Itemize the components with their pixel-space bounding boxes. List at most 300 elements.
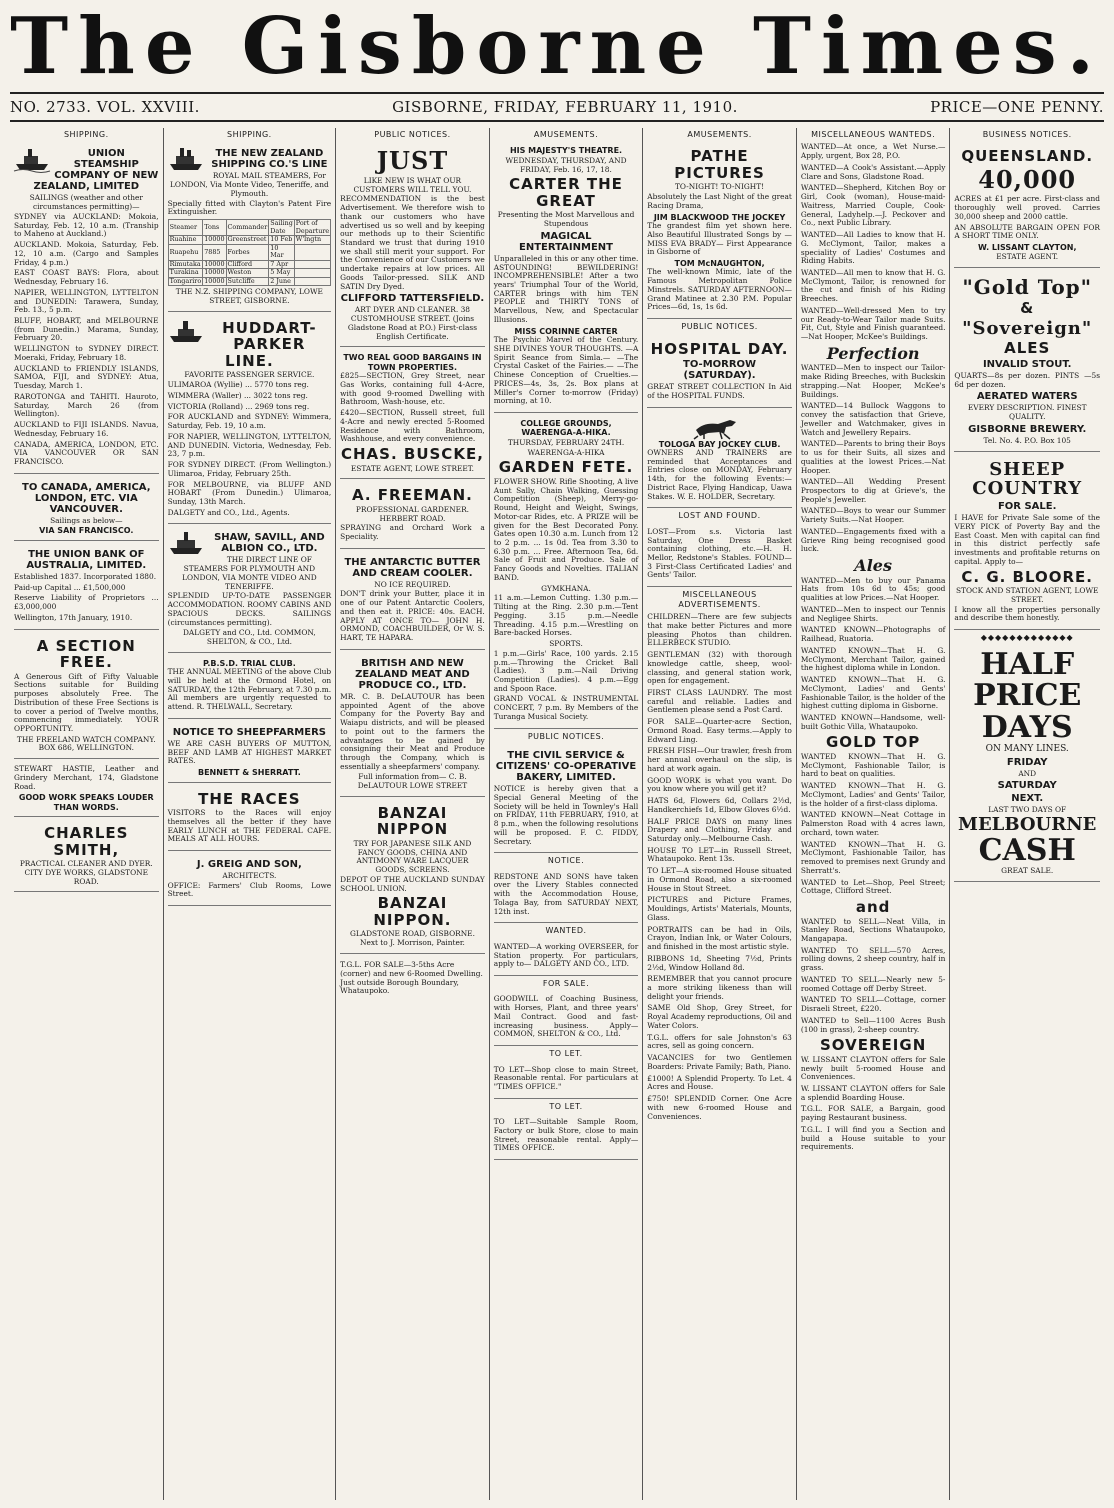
column-heading: AMUSEMENTS. [687, 130, 752, 139]
product-name: ALES [1004, 339, 1051, 358]
ad-body: OWNERS AND TRAINERS are reminded that Acceptances and Entries close on MONDAY, February 14th, for the following Events:— District Race, Flying Handicap, Uawa Stakes. W. E. HOLDER, Secretary. [647, 447, 792, 501]
column-heading: SHIPPING. [63, 130, 109, 139]
list-item: WANTED—All men to know that H. G. McClymont, Tailor, is renowned for the cut and finish of his Riding Breeches. [800, 267, 946, 304]
ad-title: HIS MAJESTY'S THEATRE. [509, 146, 623, 156]
ad-subtitle: TRY FOR JAPANESE SILK AND FANCY GOODS, CHINA AND ANTIMONY WARE LACQUER GOODS, SCREENS. [353, 838, 472, 875]
ad-subtitle: SAILINGS (weather and other circumstances permitting)— [29, 193, 143, 212]
ad-footer: Full information from— C. B. DeLAUTOUR LOWE STREET [357, 772, 468, 791]
ad-footer: GLADSTONE ROAD, GISBORNE. Next to J. Morrison, Painter. [349, 929, 475, 948]
table-cell: 10000 [204, 276, 225, 285]
ad-body: The Psychic Marvel of the Century. SHE DIVINES YOUR THOUGHTS. —A Spirit Seance from Simla.— —The Crystal Casket of the Fairies.— —The Chinese Conception of Cruelties.— PRICES—4s, 3s, 2s. Box plans at Miller's Corner to-morrow (Friday) morning, at 10. [493, 335, 639, 406]
table-header: Tons [203, 220, 226, 236]
list-item: WANTED TO SELL—570 Acres, rolling downs, 2 sheep country, half in grass. [800, 945, 946, 973]
ad-footer: ESTATE AGENT. [996, 252, 1059, 262]
list-item: FRESH FISH—Our trawler, fresh from her annual overhaul on the slip, is hard at work again. [647, 746, 792, 773]
bank-line: Paid-up Capital ... £1,500,000 [14, 582, 126, 592]
display-word: AND [1018, 768, 1037, 778]
ad-subtitle: NO ICE REQUIRED. [374, 579, 451, 589]
queensland-ad [954, 143, 1100, 268]
list-item: WANTED KNOWN—Photographs of Railhead, Ruatoria. [800, 625, 946, 644]
ad-title: CHARLES SMITH, [44, 824, 129, 859]
ad-title: NOTICE TO SHEEPFARMERS [172, 726, 326, 738]
ad-subtitle: PROFESSIONAL GARDENER. HERBERT ROAD. [355, 504, 469, 523]
list-item: CHILDREN—There are few subjects that make better Pictures and more pleasing Photos than children. ELLERBECK STUDIO. [647, 612, 792, 648]
ad-title: CARTER THE GREAT [509, 175, 623, 210]
coaching-for-sale [494, 992, 639, 1046]
ad-footer-title: C. G. BLOORE. [961, 567, 1094, 586]
nz-shipping-ad [168, 143, 332, 312]
ad-body: I know all the properties personally and describe them honestly. [954, 604, 1100, 623]
table-cell [294, 260, 330, 269]
union-steamship-ad [14, 143, 159, 473]
list-item: WANTED KNOWN—That H. G. McClymont, Merchant Tailor, gained the highest diploma while in London. [800, 645, 946, 673]
sailing-line: CANADA, AMERICA, LONDON, ETC. VIA VANCOUVER OR SAN FRANCISCO. [14, 439, 159, 466]
display-word: Perfection [826, 343, 920, 363]
ad-footer: STOCK AND STATION AGENT, LOWE STREET. [955, 586, 1099, 604]
gisborne-brewery-ad [954, 271, 1100, 451]
table-header: Port of Departure [295, 219, 330, 235]
steamship-icon [168, 146, 204, 172]
ad-title: TOLOGA BAY JOCKEY CLUB. [658, 439, 781, 449]
sailing-line: AUCKLAND. Mokoia, Saturday, Feb. 12, 10 a.m. (Cargo and Samples Friday, 4 p.m.) [14, 240, 159, 267]
sailing-line: WELLINGTON to SYDNEY DIRECT. Moeraki, Friday, February 18. [14, 344, 159, 362]
ad-subtitle: ROYAL MAIL STEAMERS, For LONDON, Via Monte Video, Teneriffe, and Plymouth. [170, 171, 329, 198]
table-cell: Turakina [168, 269, 203, 278]
list-item: WANTED—14 Bullock Waggons to convey the satisfaction that Grieve, Jeweller and Watchmaker, gives in Watch and Jewellery Repairs. [800, 401, 946, 437]
product-name: INVALID STOUT. [982, 358, 1072, 370]
display-word: SOVEREIGN [820, 1036, 927, 1055]
display-word: MELBOURNE [958, 814, 1097, 836]
table-cell: Ruahine [168, 236, 203, 245]
ad-footer: OFFICE: Farmers' Club Rooms, Lowe Street. [167, 880, 332, 899]
columns [10, 128, 1104, 1500]
town-properties-ad [340, 350, 485, 479]
table-cell: 10000 [204, 259, 225, 268]
sailing-line: RAROTONGA and TAHITI. Hauroto, Saturday, March 26 (from Wellington). [14, 391, 159, 419]
list-item: £750! SPLENDID Corner. One Acre with new 6-roomed House and Conveniences. [647, 1094, 792, 1121]
ad-subtitle: ON MANY LINES. [985, 744, 1069, 755]
ad-title: GARDEN FETE. [498, 458, 634, 477]
list-item: PORTRAITS can be had in Oils, Crayon, Indian Ink, or Water Colours, and finished in the most artistic style. [647, 924, 792, 952]
table-header: Steamer [168, 220, 203, 236]
list-item: T.G.L. offers for sale Johnston's 63 acres, sell as going concern. [647, 1032, 792, 1051]
display-word: Ales [854, 556, 892, 576]
ad-body: QUARTS—8s per dozen. PINTS —5s 6d per dozen. [954, 370, 1100, 389]
ad-title: HOSPITAL DAY. [650, 339, 789, 358]
pbsd-trial-club-ad [168, 656, 332, 719]
ad-line: FOR NAPIER, WELLINGTON, LYTTELTON, AND DUNEDIN. Victoria, Wednesday, Feb. 23, 7 p.m. [167, 431, 332, 459]
ad-subtitle: LIKE NEW IS WHAT OUR CUSTOMERS WILL TELL YOU. [353, 175, 472, 194]
table-header: Commander [226, 220, 269, 236]
ad-title: BANZAI NIPPON [376, 803, 449, 839]
bank-line: Reserve Liability of Proprietors ... £3,000,000 [14, 593, 159, 612]
issue-number: NO. 2733. VOL. XXVIII. [10, 98, 200, 116]
ad-body: GRAND VOCAL & INSTRUMENTAL CONCERT, 7 p.m. By Members of the Turanga Musical Society. [493, 694, 639, 721]
ad-body: DON'T drink your Butter, place it in one of our Patent Antarctic Coolers, and then eat it. PRICE: 40s. EACH. APPLY AT ONCE TO— JOHN H. ORMOND, COACHBUILDER, Or W. S. HART, TE HAPARA. [340, 589, 485, 643]
sailing-line: NAPIER, WELLINGTON, LYTTELTON and DUNEDIN: Tarawera, Sunday, Feb. 13., 5 p.m. [14, 287, 159, 315]
ad-title: TWO REAL GOOD BARGAINS IN TOWN PROPERTIES. [343, 353, 482, 372]
ampersand: & [1020, 299, 1035, 318]
sheepfarmers-ad [168, 722, 332, 783]
ad-subheading: MISS CORINNE CARTER [514, 326, 618, 336]
display-word: GOLD TOP [826, 733, 921, 752]
table-cell: 7 Apr [269, 260, 295, 269]
list-item: WANTED to Sell—1100 Acres Bush (100 in grass), 2-sheep country. [800, 1015, 946, 1034]
sailing-line: AUCKLAND to FIJI ISLANDS. Navua, Wednesday, February 16. [14, 420, 159, 438]
ad-footer: GREAT SALE. [1001, 866, 1054, 876]
ad-footer-title: CHAS. BUSCKE, [341, 445, 484, 464]
ad-subtitle: WEDNESDAY, THURSDAY, AND FRIDAY, Feb. 16, 17, 18. [505, 155, 627, 174]
garden-fete-ad [494, 416, 639, 729]
stewart-hastie-ad [14, 762, 159, 817]
lost-found-ad [647, 525, 792, 587]
ad-subtitle: FOR SALE. [997, 501, 1057, 513]
ad-title: THE ANTARCTIC BUTTER AND CREAM COOLER. [344, 556, 481, 579]
table-header-row [168, 220, 331, 236]
display-word: NEXT. [1011, 793, 1044, 805]
banzai-nippon-ad [340, 800, 485, 954]
list-item: WANTED KNOWN—That H. G. McClymont, Fashionable Tailor, is hard to beat on qualities. [800, 751, 946, 779]
canada-ad [14, 477, 159, 541]
ad-subtitle: ARCHITECTS. [222, 871, 277, 880]
list-item: TO LET—A six-roomed House situated in Ormond Road, also a six-roomed House in Stout Street. [647, 866, 792, 893]
ad-subtitle: WAERENGA-A-HIKA [527, 447, 605, 457]
sailing-line: EAST COAST BAYS: Flora, about Wednesday, February 16. [14, 268, 159, 287]
ad-body: Unparalleled in this or any other time. ASTOUNDING! BEWILDERING! INCOMPREHENSIBLE! After a two years' Triumphal Tour of the World, CARTER brings with him TEN PEOPLE and THIRTY TONS of Marvellous, New, and Spectacular Illusions. [493, 253, 639, 324]
table-row [168, 277, 331, 286]
ad-title: A. FREEMAN. [352, 486, 473, 505]
sailing-line: BLUFF, HOBART, and MELBOURNE (from Dunedin.) Marama, Sunday, February 20. [14, 315, 159, 343]
list-item: WANTED—Parents to bring their Boys to us for their Suits, all sizes and qualities at the lowest Prices.—Nat Hooper. [800, 439, 946, 475]
issue-date: GISBORNE, FRIDAY, FEBRUARY 11, 1910. [392, 98, 738, 116]
list-item: WANTED to Let—Shop, Peel Street; Cottage, Clifford Street. [800, 877, 946, 896]
column-shipping-2 [164, 128, 337, 1500]
misc-ads-list [647, 613, 792, 1121]
table-row [168, 236, 331, 245]
list-item: WANTED—Well-dressed Men to try our Ready-to-Wear Tailor made Suits. Fit, Cut, Style and Finish guaranteed.—Nat Hooper, McKee's Buildings. [800, 305, 946, 342]
ad-body: GOODWILL of Coaching Business, with Horses, Plant, and three years' Mail Contract. Good and fast-increasing business. Apply— COMMON, SHELTON & CO., Ltd. [493, 994, 639, 1039]
ornamental-divider: ◆◆◆◆◆◆◆◆◆◆◆◆◆ [980, 633, 1074, 643]
ad-title: UNION STEAMSHIP COMPANY OF NEW ZEALAND, LIMITED [33, 148, 159, 193]
ad-subheading: GOOD WORK SPEAKS LOUDER THAN WORDS. [18, 793, 154, 812]
list-item: WANTED—Boys to wear our Summer Variety Suits.—Nat Hooper. [800, 506, 946, 525]
freeman-ad [340, 482, 485, 548]
ad-title: BRITISH AND NEW ZEALAND MEAT AND PRODUCE CO., LTD. [355, 657, 470, 691]
display-word: FRIDAY [1006, 756, 1048, 768]
list-item: T.G.L. I will find you a Section and build a House suitable to your requirements. [800, 1124, 946, 1152]
ad-title: TO CANADA, AMERICA, LONDON, ETC. VIA VANCOUVER. [22, 481, 151, 515]
list-item: WANTED TO SELL—Cottage, corner Disraeli Street, £220. [800, 995, 946, 1014]
column-shipping-1 [10, 128, 164, 1500]
ad-footer: Tel. No. 4. P.O. Box 105 [983, 435, 1071, 445]
list-item: HOUSE TO LET—in Russell Street, Whataupoko. Rent 13s. [647, 845, 792, 864]
ad-title: PATHE PICTURES [674, 147, 765, 182]
union-bank-ad [14, 544, 159, 630]
ad-footer-title: GISBORNE BREWERY. [968, 423, 1087, 435]
ad-body: WANTED—A working OVERSEER, for Station property. For particulars, apply to— DALGETY AND CO., LTD. [493, 941, 639, 969]
huddart-parker-ad [168, 315, 332, 525]
sailing-line: AUCKLAND to FRIENDLY ISLANDS, SAMOA, FIJI, and SYDNEY: Atua, Tuesday, March 1. [14, 363, 159, 391]
tolaga-jockey-club-ad [647, 411, 792, 509]
just-ad [340, 143, 485, 347]
antarctic-cooler-ad [340, 552, 485, 650]
list-item: WANTED—Men to inspect our Tailor-make Riding Breeches, with Buckskin strapping.—Nat Hooper, McKee's Buildings. [800, 363, 946, 399]
section-heading: NOTICE. [547, 856, 585, 866]
ad-footer-title: W. LISSANT CLAYTON, [977, 243, 1077, 252]
ad-footer: ART DYER AND CLEANER. 38 CUSTOMHOUSE STREET. (Joins Gladstone Road at P.O.) First-class English Certificate. [347, 305, 478, 341]
ad-body: NOTICE is hereby given that a Special General Meeting of the Society will be held in Townley's Hall on FRIDAY, 11th FEBRUARY, 1910, at 8 p.m., when the following resolutions will be proposed. F. C. FIDDY, Secretary. [493, 784, 639, 846]
list-item: WANTED TO SELL—Nearly new 5-roomed Cottage off Derby Street. [800, 974, 946, 993]
civil-service-bakery-ad [494, 745, 639, 853]
table-cell: 5 May [269, 269, 295, 278]
ad-footer: ESTATE AGENT, LOWE STREET. [350, 463, 474, 473]
list-item: £1000! A Splendid Property. To Let. 4 Acres and House. [647, 1073, 792, 1092]
list-item: WANTED KNOWN—That H. G. McClymont, Ladies' and Gents' Fashionable Tailor, is the holder of the highest cutting diploma in Gisborne. [800, 675, 946, 711]
overseer-wanted [494, 940, 639, 976]
races-ad [168, 786, 332, 851]
list-item: WANTED—Shepherd, Kitchen Boy or Girl, Cook (woman), House-maid-Waitress, Married Couple, Cook-General, Ladyhelp.—J. Peckover and Co., next Public Library. [800, 183, 946, 228]
table-cell: 7885 [203, 244, 226, 260]
melbourne-cash-ad [954, 646, 1100, 883]
table-cell: 10 Feb [270, 235, 293, 244]
steamship-icon [168, 530, 204, 556]
ad-body: Specially fitted with Clayton's Patent Fire Extinguisher. [167, 198, 332, 217]
list-item: HALF PRICE DAYS on many lines Drapery and Clothing, Friday and Saturday only.—Melbourne Cash. [647, 816, 792, 843]
ad-title: SHAW, SAVILL, AND ALBION CO., LTD. [214, 532, 325, 555]
ad-body: A Generous Gift of Fifty Valuable Sections suitable for Building purposes absolutely Free. The Distribution of these Free Sections is to cover a period of Twelve months, commencing immediately. YOUR OPPORTUNITY. [14, 671, 159, 733]
masthead-title: The Gisborne Times. [10, 0, 1104, 92]
issue-price: PRICE—ONE PENNY. [930, 98, 1104, 116]
column-heading: AMUSEMENTS. [533, 130, 599, 139]
greig-architects-ad [168, 854, 332, 906]
list-item: FIRST CLASS LAUNDRY. The most careful and reliable. Ladies and Gentlemen please send a Post Card. [647, 687, 792, 715]
table-cell: Weston [226, 269, 269, 278]
column-heading: PUBLIC NOTICES. [374, 130, 451, 139]
sailing-line: SYDNEY via AUCKLAND: Mokoia, Saturday, Feb. 12, 10 a.m. (Tranship to Maheno at Auckland.) [14, 211, 159, 239]
ad-body: WE ARE CASH BUYERS OF MUTTON, BEEF AND LAMB AT HIGHEST MARKET RATES. [167, 738, 332, 766]
section-heading: FOR SALE. [542, 979, 590, 988]
list-item: GOOD WORK is what you want. Do you know where you will get it? [647, 775, 792, 794]
list-item: WANTED—Engagements fixed with a Grieve Ring being recognised good luck. [800, 526, 946, 554]
ad-body: £420—SECTION, Russell street, full 4-Acre and newly erected 5-Roomed Residence with Bathroom, Washhouse, and every convenience. [340, 408, 485, 444]
list-item: WANTED—All Ladies to know that H. G. McClymont, Tailor, makes a speciality of Ladies' Costumes and Riding Habits. [800, 230, 946, 266]
bank-line: Established 1837. Incorporated 1880. [14, 571, 157, 581]
ad-body: STEWART HASTIE, Leather and Grindery Merchant, 174, Gladstone Road. [14, 764, 159, 791]
sample-room-to-let [494, 1115, 639, 1160]
table-cell [294, 277, 330, 286]
ad-body: The grandest film yet shown here. Also Beautiful Illustrated Songs by —MISS EVA BRADY— First Appearance in Gisborne of [647, 221, 792, 257]
column-misc-wanteds [797, 128, 951, 1500]
shaw-savill-ad [168, 527, 332, 652]
ad-line: FOR MELBOURNE, via BLUFF AND HOBART (From Dunedin.) Ulimaroa, Sunday, 13th March. [167, 479, 332, 506]
list-item: WANTED—Men to inspect our Tennis and Negligee Shirts. [800, 604, 946, 623]
ad-body: LOST—From s.s. Victoria last Saturday, One Dress Basket containing clothing, etc.—H. H. Mellor, Redstone's Stables. FOUND—3 First-Class Certificated Ladies' and Gents' Tailor. [647, 526, 792, 580]
acreage-figure: 40,000 [978, 164, 1077, 194]
ad-title: MAGICAL ENTERTAINMENT [519, 230, 613, 253]
brand-name: "Gold Top" [962, 275, 1093, 300]
list-item: W. LISSANT CLAYTON offers for Sale a splendid Boarding House. [800, 1084, 946, 1102]
list-item: WANTED KNOWN—Neat Cottage in Palmerston Road with 4 acres lawn, orchard, town water. [800, 810, 946, 837]
table-cell: Clifford [226, 260, 269, 269]
ad-body: MR. C. B. DeLAUTOUR has been appointed Agent of the above Company for the Poverty Bay and Waiapu districts, and will be pleased to point out to the farmers the advantages to be gained by consigning their Meat and Produce through the Company, which is essentially a sheepfarmers' company. [340, 691, 485, 771]
pathe-pictures-ad [647, 143, 792, 319]
table-cell: W'lngtn [294, 236, 330, 245]
shop-to-let [494, 1063, 639, 1099]
list-item: WANTED KNOWN—That H. G. McClymont, Ladies' and Gents' Tailor, is the holder of a first-class diploma. [800, 781, 946, 808]
ad-body: VISITORS to the Races will enjoy themselves all the better if they have EARLY LUNCH at THE FEDERAL CAFE. MEALS AT ALL HOURS. [167, 808, 332, 844]
display-word: DAYS [981, 709, 1073, 745]
table-cell: 10000 [204, 268, 225, 277]
ad-body: SPRAYING and Orchard Work a Speciality. [340, 523, 485, 541]
ad-body: FLOWER SHOW. Rifle Shooting, A live Aunt Sally, Chain Walking, Guessing Competition (Sheep), Merry-go-Round, Height and Weight, Swings, Motor-car Rides, etc. A PRIZE will be given for the Best Decorated Pony. Gates open 10.30 a.m. Lunch from 12 to 2 p.m. ... 1s 0d. Tea from 3.30 to 6.30 p.m. ... Free. Afternoon Tea, 6d. Sale of Fruit and Produce. Sale of Fancy Goods and Novelties. ITALIAN BAND. [493, 476, 639, 582]
ad-footer: DALGETY and CO., Ltd. COMMON, SHELTON, & CO., Ltd. [182, 628, 316, 647]
ad-subtitle: LAST TWO DAYS OF [988, 805, 1067, 815]
section-heading: MISCELLANEOUS ADVERTISEMENTS. [678, 590, 761, 609]
ad-body: DEPOT OF THE AUCKLAND SUNDAY SCHOOL UNION. [340, 874, 485, 893]
ad-footer: THE N.Z. SHIPPING COMPANY, LOWE STREET, GISBORNE. [175, 287, 323, 306]
ad-title: HUDDART-PARKER LINE. [222, 318, 317, 370]
ad-title: THE UNION BANK OF AUSTRALIA, LIMITED. [26, 548, 147, 571]
ad-body: 11 a.m.—Lemon Cutting. 1.30 p.m.—Tilting at the Ring. 2.30 p.m.—Tent Pegging. 3.15 p.m.—Needle Threading. 4.15 p.m.—Wrestling on Bare-backed Horses. [493, 593, 639, 638]
table-cell: Sutcliffe [226, 277, 269, 286]
ad-subtitle: Presenting the Most Marvellous and Stupendous [497, 210, 635, 229]
ad-footer: THE FREELAND WATCH COMPANY. BOX 686, WELLINGTON. [16, 734, 156, 753]
ad-subtitle: THE DIRECT LINE OF STEAMERS FOR PLYMOUTH AND LONDON, VIA MONTE VIDEO AND TENERIFFE. [182, 555, 317, 591]
ad-body: TO LET—Shop close to main Street, Reasonable rental. For particulars at "TIMES OFFICE." [493, 1064, 639, 1092]
sheep-country-ad [954, 455, 1100, 630]
list-item: WANTED KNOWN—That H. G. McClymont, Fashionable Tailor, has removed to premises next Grundy and Sherratt's. [800, 839, 946, 875]
list-item: REMEMBER that you cannot procure a more striking likeness than will delight your friends. [647, 974, 792, 1001]
column-heading: MISCELLANEOUS WANTEDS. [811, 130, 936, 139]
ad-line: VICTORIA (Rolland) ... 2969 tons reg. [167, 401, 310, 411]
ad-line: FOR SYDNEY DIRECT. (From Wellington.) Ulimaroa, Friday, February 25th. [167, 460, 332, 478]
ad-title: COLLEGE GROUNDS, WAERENGA-A-HIKA. [520, 419, 612, 438]
ad-body: Absolutely the Last Night of the great Racing Drama, [647, 192, 792, 210]
list-item: SAME Old Shop, Grey Street, for Royal Academy reproductions, Oil and Water Colors. [647, 1003, 792, 1030]
ad-subheading: JIM BLACKWOOD THE JOCKEY [653, 212, 786, 222]
ad-subheading: GYMKHANA. [541, 583, 591, 593]
list-item: W. LISSANT CLAYTON offers for Sale newly built 5-roomed House and Conveniences. [800, 1054, 946, 1082]
display-word: CASH [978, 832, 1076, 868]
display-word: PRICE [973, 678, 1082, 714]
dateline-bar [10, 92, 1104, 122]
ad-subtitle: PRACTICAL CLEANER AND DYER. CITY DYE WORKS, GLADSTONE ROAD. [19, 859, 153, 886]
list-item: T.G.L. FOR SALE, a Bargain, good paying Restaurant business. [800, 1104, 946, 1123]
ad-body: I HAVE for Private Sale some of the VERY PICK of Poverty Bay and the East Coast. Men with capital can find in this district perfectly safe investments and profitable returns on capital. Apply to— [954, 513, 1100, 566]
column-heading: SHIPPING. [227, 130, 272, 139]
column-amusements-2 [643, 128, 797, 1500]
ad-title: JUST [376, 146, 449, 176]
table-cell [294, 244, 330, 260]
bank-line: Wellington, 17th January, 1910. [14, 612, 133, 622]
table-cell [294, 269, 330, 278]
column-heading: BUSINESS NOTICES. [982, 130, 1072, 139]
display-word: and [855, 898, 891, 916]
table-cell: Ruapehu [168, 244, 203, 260]
steamship-icon [168, 318, 204, 344]
table-cell: Tongariro [169, 276, 202, 285]
table-cell: Rimutaka [168, 260, 203, 269]
ad-subtitle: EVERY DESCRIPTION. FINEST QUALITY. [967, 403, 1087, 422]
ad-body: TO LET—Suitable Sample Room, Factory or bulk Store, close to main Street, reasonable rental. Apply— TIMES OFFICE. [493, 1117, 639, 1153]
ad-footer-title: CLIFFORD TATTERSFIELD. [340, 293, 485, 305]
ad-subtitle: THURSDAY, FEBRUARY 24TH. [507, 437, 625, 447]
column-public-notices [336, 128, 490, 1500]
table-cell: 2 June [269, 277, 295, 286]
table-cell: 10000 [204, 235, 225, 244]
table-row [168, 244, 331, 260]
section-heading: PUBLIC NOTICES. [681, 322, 758, 332]
list-item: WANTED to SELL—Neat Villa, in Stanley Road, Sections Whataupoko, Mangapapa. [800, 916, 946, 943]
section-heading: TO LET. [549, 1049, 583, 1059]
british-nz-meat-ad [340, 653, 485, 797]
list-item: FOR SALE—Quarter-acre Section, Ormond Road. Easy terms.—Apply to Edward Ling. [647, 717, 792, 744]
display-word: SATURDAY [997, 780, 1057, 792]
ad-subtitle: TO-MORROW (SATURDAY). [683, 359, 757, 382]
ad-title: J. GREIG AND SON, [196, 859, 302, 870]
sailing-table [168, 219, 332, 286]
ad-body: THE ANNUAL MEETING of the above Club will be held at the Ormond Hotel, on SATURDAY, the 12th February, at 7.30 p.m. All members are urgently requested to attend. R. THELWALL, Secretary. [167, 667, 332, 712]
ad-title: THE NEW ZEALAND SHIPPING CO.'S LINE [211, 148, 328, 171]
ad-title: BANZAI NIPPON. [373, 894, 452, 929]
ad-body: 1 p.m.—Girls' Race, 100 yards. 2.15 p.m.—Throwing the Cricket Ball (Ladies). 3 p.m.—Nail Driving Competition (Ladies). 4 p.m.—Egg and Spoon Race. [493, 648, 639, 693]
ad-footer: BENNETT & SHERRATT. [197, 768, 301, 778]
ad-subheading: VIA SAN FRANCISCO. [39, 526, 134, 536]
table-cell: Greenstreet [226, 236, 269, 245]
list-item: WANTED—All Wedding Present Prospectors to dig at Grieve's, the People's Jeweller. [800, 477, 946, 504]
list-item: HATS 6d, Flowers 6d, Collars 2½d, Handkerchiefs 1d, Elbow Gloves 6½d. [647, 796, 792, 814]
racehorse-icon [690, 414, 750, 440]
ad-body: SPLENDID UP-TO-DATE PASSENGER ACCOMMODATION. ROOMY CABINS AND SPACIOUS DECKS. SAILINGS (circumstances permitting). [167, 591, 332, 627]
list-item: WANTED—A Cook's Assistant.—Apply Clare and Sons, Gladstone Road. [800, 162, 946, 181]
list-item: WANTED KNOWN—Handsome, well-built Gothic Villa, Whataupoko. [800, 713, 946, 731]
section-heading: TO LET. [549, 1101, 583, 1111]
list-item: GENTLEMAN (32) with thorough knowledge cattle, sheep, wool-classing, and general station work, open for engagement. [647, 650, 792, 686]
product-name: AERATED WATERS [976, 391, 1078, 403]
ad-title: A SECTION FREE. [36, 636, 136, 672]
ad-line: FOR AUCKLAND and SYDNEY: Wimmera, Saturday, Feb. 19, 10 a.m. [167, 412, 332, 431]
list-item: PICTURES and Picture Frames, Mouldings, Artists' Materials, Mounts, Glass. [647, 895, 792, 922]
ad-line: ULIMAROA (Wyllie) ... 5770 tons reg. [167, 380, 309, 390]
ad-subtitle: FAVORITE PASSENGER SERVICE. [184, 370, 315, 380]
table-header: Sailing Date [270, 219, 293, 235]
ad-subheading: TOM McNAUGHTON, [674, 259, 765, 269]
ad-title: QUEENSLAND. [961, 147, 1094, 166]
list-item: WANTED—At once, a Wet Nurse.—Apply, urgent, Box 28, P.O. [800, 142, 946, 161]
list-item: WANTED—Men to buy our Panama Hats from 10s 6d to 45s; good qualities at low Prices.—Nat Hooper. [800, 575, 946, 603]
ad-subtitle: TO-NIGHT! TO-NIGHT! [675, 182, 765, 192]
ad-body: REDSTONE AND SONS have taken over the Livery Stables connected with the Accommodation House, Tolaga Bay, from SATURDAY NEXT, 12th inst. [493, 871, 639, 916]
hospital-day-ad [647, 336, 792, 408]
table-cell: 10 Mar [269, 244, 295, 260]
ad-title: THE RACES [198, 789, 301, 808]
display-word: HALF [980, 646, 1075, 682]
ad-body: AN ABSOLUTE BARGAIN OPEN FOR A SHORT TIME ONLY. [954, 222, 1100, 241]
ad-line: WIMMERA (Waller) ... 3022 tons reg. [167, 390, 308, 400]
brand-name: "Sovereign" [962, 317, 1093, 339]
section-heading: WANTED. [545, 926, 587, 936]
table-cell: Forbes [226, 244, 269, 260]
steamship-icon [14, 146, 50, 172]
section-heading: PUBLIC NOTICES. [527, 731, 605, 741]
ad-body: GREAT STREET COLLECTION In Aid of the HOSPITAL FUNDS. [647, 382, 792, 400]
carter-the-great-ad [494, 143, 639, 413]
ad-line: DALGETY and CO., Ltd., Agents. [167, 507, 290, 517]
redstone-notice [494, 870, 639, 924]
ad-subtitle: Sailings as below— [50, 515, 123, 525]
ad-title: SHEEP COUNTRY [972, 458, 1083, 500]
ad-body: ACRES at £1 per acre. First-class and thoroughly well proved. Carries 30,000 sheep and 2000 cattle. [954, 194, 1100, 221]
